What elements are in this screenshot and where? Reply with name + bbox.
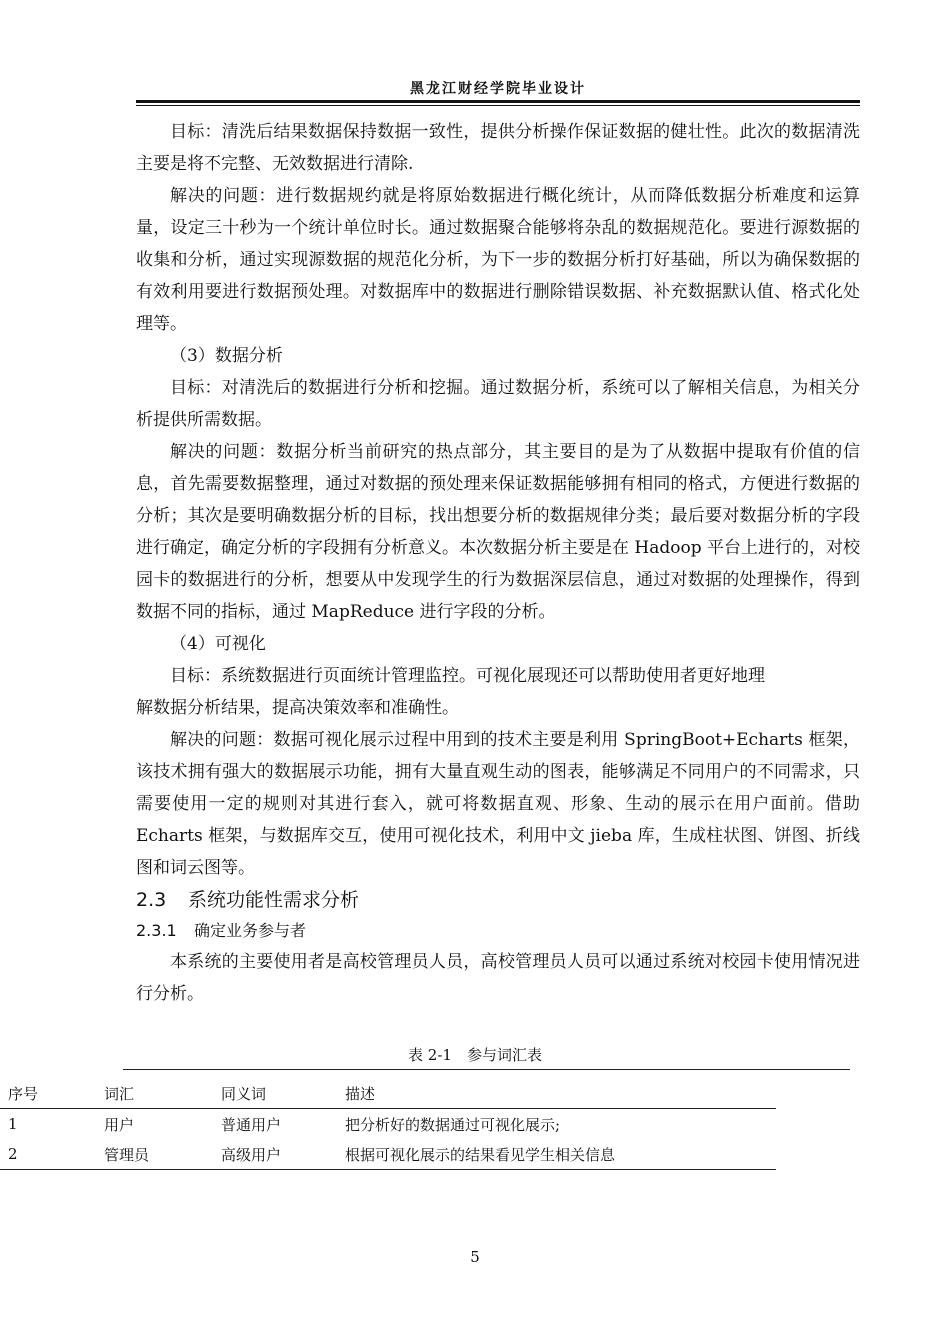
table-top-rule (123, 1069, 850, 1070)
table-row (0, 1109, 776, 1140)
subsection-number: 2.3.1 (136, 921, 177, 940)
cell-index: 1 (8, 1115, 18, 1133)
cell-term: 管理员 (104, 1139, 221, 1170)
paragraph-participants: 本系统的主要使用者是高校管理员人员，高校管理员人员可以通过系统对校园卡使用情况进行分析。 (136, 952, 860, 1004)
cell-synonym: 普通用户 (221, 1115, 282, 1134)
paragraph-visualization-goal-line2: 解数据分析结果，提高决策效率和准确性。 (136, 698, 459, 718)
header-rule-thick (136, 100, 860, 103)
paragraph-visualization-solution: 解决的问题：数据可视化展示过程中用到的技术主要是利用 SpringBoot+Echarts 框架，该技术拥有强大的数据展示功能，拥有大量直观生动的图表，能够满足不同用户的不同需求，只需要使用一定的规则对其进行套入，就可将数据直观、形象、生动的展示在用户面前。借助 Echarts 框架，与数据库交互，使用可视化技术，利用中文 jieba 库，生成柱状图、饼图、折线图和词云图等。 (136, 730, 860, 878)
cell-description: 根据可视化展示的结果看见学生相关信息 (345, 1139, 776, 1170)
cell-description: 把分析好的数据通过可视化展示; (345, 1115, 561, 1134)
vocabulary-table (0, 1078, 776, 1170)
paragraph-analysis-goal: 目标：对清洗后的数据进行分析和挖掘。通过数据分析，系统可以了解相关信息，为相关分析提供所需数据。 (136, 378, 860, 430)
subheading-data-analysis: （3）数据分析 (170, 346, 283, 366)
table-caption: 表 2-1 参与词汇表 (408, 1046, 542, 1064)
cell-term: 用户 (104, 1115, 135, 1134)
paragraph-analysis-solution: 解决的问题：数据分析当前研究的热点部分，其主要目的是为了从数据中提取有价值的信息，首先需要数据整理，通过对数据的预处理来保证数据能够拥有相同的格式，方便进行数据的分析；其次是要明确数据分析的目标，找出想要分析的数据规律分类；最后要对数据分析的字段进行确定，确定分析的字段拥有分析意义。本次数据分析主要是在 Hadoop 平台上进行的，对校园卡的数据进行的分析，想要从中发现学生的行为数据深层信息，通过对数据的处理操作，得到数据不同的指标，通过 MapReduce 进行字段的分析。 (136, 442, 861, 622)
table-header-row (0, 1078, 776, 1109)
column-header-description: 描述 (345, 1078, 776, 1109)
subsection-title: 确定业务参与者 (194, 921, 307, 940)
paragraph-cleaning-solution: 解决的问题：进行数据规约就是将原始数据进行概化统计，从而降低数据分析难度和运算量，设定三十秒为一个统计单位时长。通过数据聚合能够将杂乱的数据规范化。要进行源数据的收集和分析，通过实现源数据的规范化分析，为下一步的数据分析打好基础，所以为确保数据的有效利用要进行数据预处理。对数据库中的数据进行删除错误数据、补充数据默认值、格式化处理等。 (136, 186, 860, 334)
page-header-title: 黑龙江财经学院毕业设计 (410, 81, 586, 97)
table-row (0, 1139, 776, 1170)
cell-synonym: 高级用户 (221, 1139, 345, 1170)
subheading-visualization: （4）可视化 (170, 634, 266, 654)
page-number: 5 (470, 1248, 480, 1266)
paragraph-cleaning-goal: 目标：清洗后结果数据保持数据一致性，提供分析操作保证数据的健壮性。此次的数据清洗主要是将不完整、无效数据进行清除. (136, 122, 860, 174)
column-header-term: 词汇 (104, 1078, 221, 1109)
document-body (136, 116, 860, 1010)
header-rule-thin (136, 105, 860, 106)
column-header-synonym: 同义词 (221, 1078, 345, 1109)
cell-index: 2 (0, 1139, 104, 1170)
paragraph-visualization-goal-line1: 目标：系统数据进行页面统计管理监控。可视化展现还可以帮助使用者更好地理 (170, 666, 765, 686)
section-number: 2.3 (136, 889, 167, 911)
section-title: 系统功能性需求分析 (188, 889, 360, 911)
subsection-heading (136, 916, 860, 946)
column-header-index: 序号 (0, 1078, 104, 1109)
section-heading (136, 884, 860, 916)
